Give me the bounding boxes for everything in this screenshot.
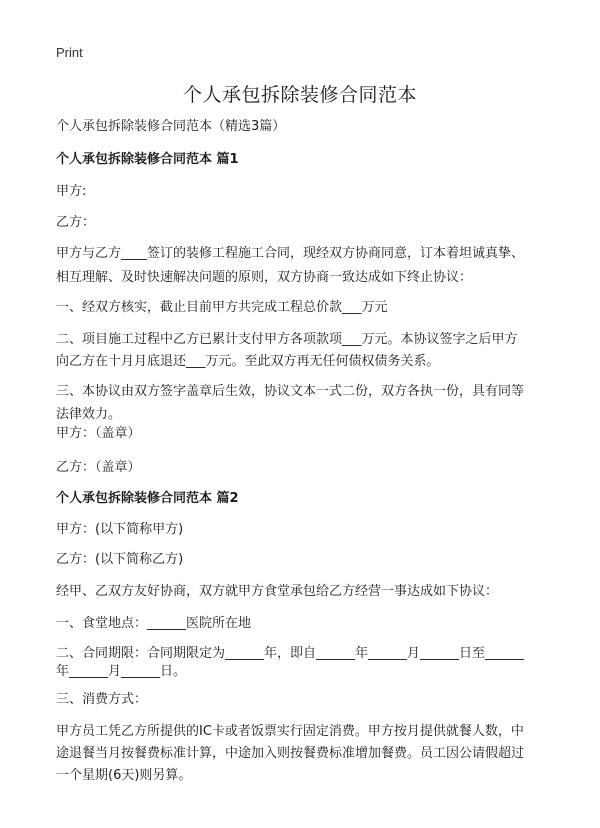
paragraph-line: 三、消费方式：	[56, 692, 148, 707]
document-title: 个人承包拆除装修合同范本	[182, 84, 417, 106]
print-link[interactable]: Print	[56, 45, 83, 60]
paragraph-line: 相互理解、及时快速解决问题的原则，双方协商一致达成如下终止协议：	[56, 270, 473, 285]
paragraph-line: 经甲、乙双方友好协商，双方就甲方食堂承包给乙方经营一事达成如下协议：	[56, 584, 499, 599]
party-a-seal: 甲方：（盖章）	[56, 426, 141, 441]
party-b-label: 乙方：	[56, 215, 96, 230]
paragraph-line: 甲方与乙方____签订的装修工程施工合同，现经双方协商同意，订本着坦诚真挚、	[56, 246, 525, 261]
document-subtitle: 个人承包拆除装修合同范本（精选3篇）	[56, 119, 286, 134]
paragraph-line: 一个星期(6天)则另算。	[56, 768, 192, 783]
paragraph-line: 途退餐当月按餐费标准计算，中途加入则按餐费标准增加餐费。员工因公请假超过	[56, 746, 525, 761]
section-heading-2: 个人承包拆除装修合同范本 篇2	[56, 491, 239, 506]
paragraph-line: 二、项目施工过程中乙方已累计支付甲方各项款项___万元。本协议签字之后甲方	[56, 332, 518, 347]
paragraph-line: 二、合同期限：合同期限定为______年，即自______年______月______日至______	[56, 646, 525, 661]
party-b-seal: 乙方：（盖章）	[56, 460, 141, 475]
paragraph-line: 一、食堂地点：______医院所在地	[56, 616, 252, 631]
party-a-label: 甲方：(以下简称甲方)	[56, 522, 184, 537]
party-a-label: 甲方:	[56, 184, 87, 199]
section-heading-1: 个人承包拆除装修合同范本 篇1	[56, 152, 239, 167]
paragraph-line: 一、经双方核实，截止目前甲方共完成工程总价款___万元	[56, 300, 388, 315]
party-b-label: 乙方：(以下简称乙方)	[56, 552, 184, 567]
paragraph-line: 年______月______日。	[56, 664, 187, 679]
paragraph-line: 法律效力。	[56, 407, 122, 422]
paragraph-line: 向乙方在十月月底退还___万元。至此双方再无任何债权债务关系。	[56, 354, 440, 369]
paragraph-line: 三、本协议由双方签字盖章后生效，协议文本一式二份，双方各执一份，具有同等	[56, 384, 525, 399]
paragraph-line: 甲方员工凭乙方所提供的IC卡或者饭票实行固定消费。甲方按月提供就餐人数，中	[56, 724, 524, 739]
